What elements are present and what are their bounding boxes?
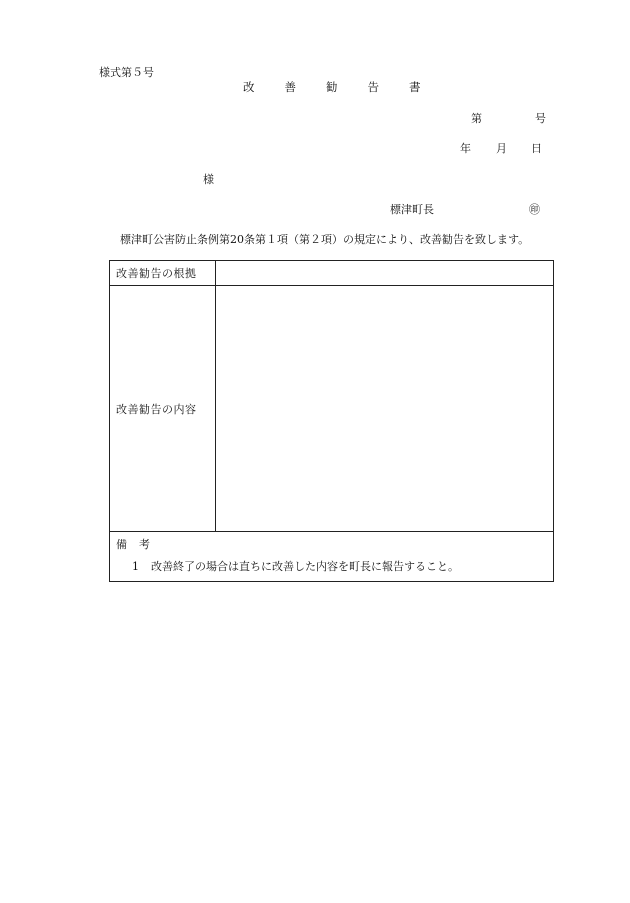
- remarks-title-char: 備: [116, 538, 127, 551]
- document-title: [243, 79, 421, 95]
- form-number: 様式第５号: [99, 66, 154, 79]
- remarks-cell: [110, 532, 554, 582]
- doc-number-prefix: 第: [471, 112, 482, 125]
- addressee-suffix: 様: [203, 173, 214, 186]
- content-value: [216, 286, 554, 532]
- table-row-remarks: [110, 532, 554, 582]
- date-year: 年: [460, 142, 471, 155]
- remarks-item-number: 1: [132, 560, 139, 573]
- doc-number-suffix: 号: [535, 112, 546, 125]
- remarks-title: [116, 536, 547, 552]
- body-text: 標津町公害防止条例第20条第１項（第２項）の規定により、改善勧告を致します。: [120, 233, 530, 246]
- title-char: 告: [367, 80, 379, 94]
- issuer-name: 標津町長: [390, 203, 434, 216]
- seal-mark: ㊞: [529, 203, 540, 216]
- remarks-item: [116, 558, 547, 574]
- date-month: 月: [496, 142, 507, 155]
- remarks-title-char: 考: [139, 538, 150, 551]
- table-row-content: [110, 286, 554, 532]
- content-label: 改善勧告の内容: [110, 286, 216, 532]
- table-row-basis: [110, 261, 554, 286]
- title-char: 改: [243, 80, 255, 94]
- title-char: 書: [409, 80, 421, 94]
- date-day: 日: [531, 142, 542, 155]
- basis-value: [216, 261, 554, 286]
- title-char: 善: [284, 80, 296, 94]
- basis-label: 改善勧告の根拠: [110, 261, 216, 286]
- recommendation-table: [109, 260, 554, 582]
- title-char: 勧: [326, 80, 338, 94]
- remarks-item-text: 改善終了の場合は直ちに改善した内容を町長に報告すること。: [151, 560, 459, 573]
